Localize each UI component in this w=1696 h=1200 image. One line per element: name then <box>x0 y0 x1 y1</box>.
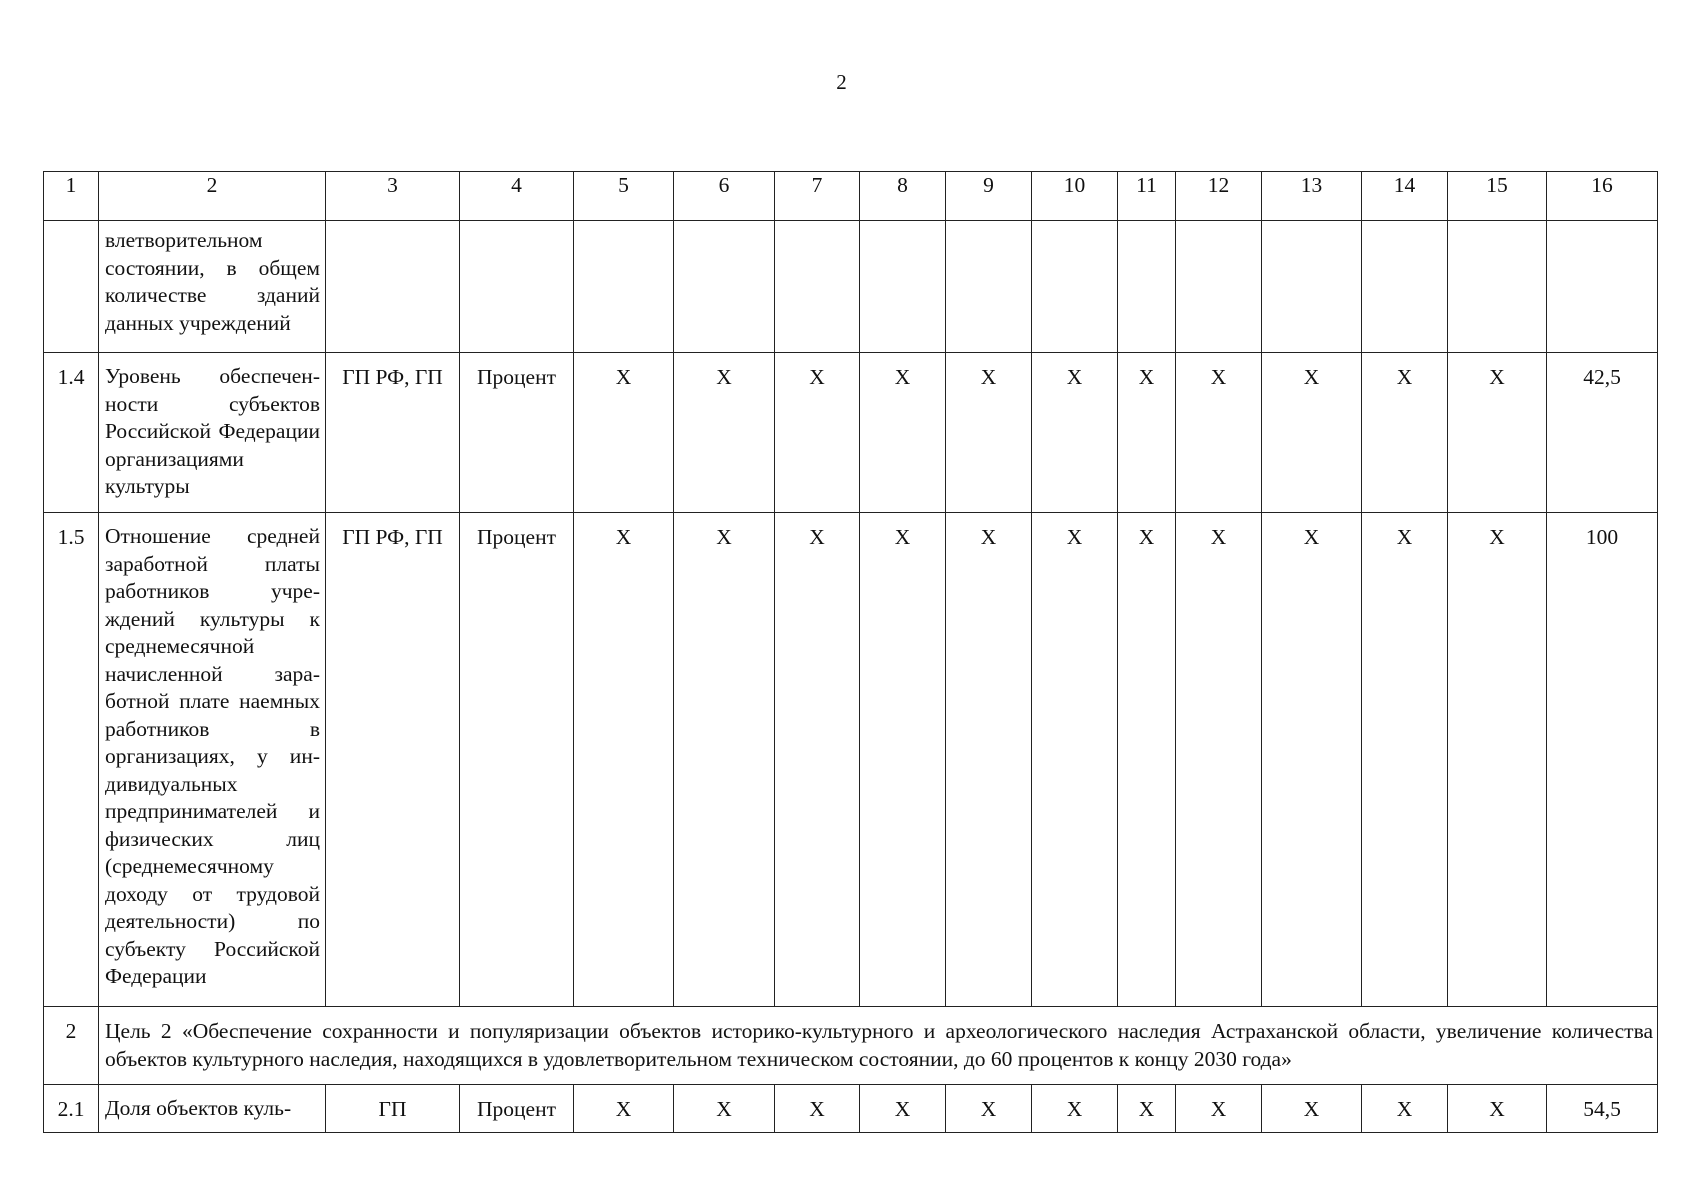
header-cell: 8 <box>860 172 946 221</box>
value-cell: X <box>1032 353 1118 513</box>
value-cell: X <box>1032 513 1118 1007</box>
value-cell: X <box>1262 353 1362 513</box>
value-cell: X <box>946 353 1032 513</box>
table-cell <box>1362 221 1448 353</box>
source-cell: ГП <box>326 1085 460 1133</box>
table-cell <box>1032 221 1118 353</box>
value-cell: X <box>1176 353 1262 513</box>
unit-cell: Процент <box>460 513 574 1007</box>
value-cell: X <box>775 1085 860 1133</box>
goal-row <box>44 1007 1658 1085</box>
table-row <box>44 1085 1658 1133</box>
value-cell: X <box>1362 353 1448 513</box>
value-cell: X <box>674 353 775 513</box>
value-cell: X <box>946 1085 1032 1133</box>
table-cell <box>946 221 1032 353</box>
value-cell: X <box>1262 1085 1362 1133</box>
header-cell: 14 <box>1362 172 1448 221</box>
header-cell: 16 <box>1547 172 1658 221</box>
value-cell: X <box>1362 513 1448 1007</box>
table-row <box>44 353 1658 513</box>
indicator-name: Уровень обеспеченности субъектов Российской Федерации организациями культуры <box>99 353 326 513</box>
header-cell: 10 <box>1032 172 1118 221</box>
value-cell: X <box>1448 513 1547 1007</box>
row-number: 1.4 <box>44 353 99 513</box>
value-cell: X <box>860 513 946 1007</box>
header-cell: 4 <box>460 172 574 221</box>
value-cell: X <box>1362 1085 1448 1133</box>
value-cell: X <box>574 513 674 1007</box>
value-cell: X <box>1032 1085 1118 1133</box>
indicators-table <box>43 171 1658 1133</box>
value-cell: X <box>1262 513 1362 1007</box>
row-number: 2 <box>44 1007 99 1085</box>
header-cell: 15 <box>1448 172 1547 221</box>
header-cell: 2 <box>99 172 326 221</box>
indicator-name: влетворительном состоянии, в общем количестве зданий данных учреждений <box>99 221 326 353</box>
header-cell: 11 <box>1118 172 1176 221</box>
value-cell: X <box>1118 1085 1176 1133</box>
value-cell: X <box>1448 353 1547 513</box>
table-cell <box>460 221 574 353</box>
source-cell: ГП РФ, ГП <box>326 353 460 513</box>
header-cell: 7 <box>775 172 860 221</box>
row-number: 1.5 <box>44 513 99 1007</box>
header-cell: 5 <box>574 172 674 221</box>
value-cell: X <box>946 513 1032 1007</box>
table-cell <box>775 221 860 353</box>
value-cell: X <box>1118 353 1176 513</box>
table-cell <box>1448 221 1547 353</box>
source-cell: ГП РФ, ГП <box>326 513 460 1007</box>
page-number: 2 <box>836 70 847 94</box>
header-cell: 1 <box>44 172 99 221</box>
value-cell: X <box>1176 1085 1262 1133</box>
value-cell: X <box>674 513 775 1007</box>
value-cell: X <box>860 1085 946 1133</box>
table-row <box>44 513 1658 1007</box>
unit-cell: Процент <box>460 353 574 513</box>
value-cell: X <box>860 353 946 513</box>
table-cell <box>1118 221 1176 353</box>
row-number: 2.1 <box>44 1085 99 1133</box>
value-cell: X <box>1118 513 1176 1007</box>
header-cell: 3 <box>326 172 460 221</box>
value-cell: 42,5 <box>1547 353 1658 513</box>
value-cell: X <box>775 513 860 1007</box>
value-cell: X <box>574 353 674 513</box>
value-cell: X <box>674 1085 775 1133</box>
value-cell: X <box>1448 1085 1547 1133</box>
table-cell <box>1176 221 1262 353</box>
value-cell: X <box>574 1085 674 1133</box>
unit-cell: Процент <box>460 1085 574 1133</box>
value-cell: 54,5 <box>1547 1085 1658 1133</box>
value-cell: 100 <box>1547 513 1658 1007</box>
header-cell: 12 <box>1176 172 1262 221</box>
table-cell <box>1547 221 1658 353</box>
table-cell <box>674 221 775 353</box>
header-cell: 9 <box>946 172 1032 221</box>
table-cell <box>326 221 460 353</box>
value-cell: X <box>775 353 860 513</box>
header-cell: 6 <box>674 172 775 221</box>
table-cell <box>1262 221 1362 353</box>
table-cell <box>860 221 946 353</box>
header-row <box>44 172 1658 221</box>
goal-text: Цель 2 «Обеспечение сохранности и популяризации объектов историко-культурного и археологического наследия Астраханской области, увеличение количества объектов культурного наследия, находящихся в удовлетворительном техническом состоянии, до 60 процентов к концу 2030 года» <box>99 1007 1658 1085</box>
header-cell: 13 <box>1262 172 1362 221</box>
row-number <box>44 221 99 353</box>
table-cell <box>574 221 674 353</box>
table-row-continuation <box>44 221 1658 353</box>
value-cell: X <box>1176 513 1262 1007</box>
indicator-name: Отношение средней заработной платы работников учреждений культуры к среднемесячной начисленной заработной плате наемных работников в организациях, у индивидуальных предпринимателей и физических лиц (среднемесячному доходу от трудовой деятельности) по субъекту Российской Федерации <box>99 513 326 1007</box>
indicator-name: Доля объектов куль- <box>99 1085 326 1133</box>
